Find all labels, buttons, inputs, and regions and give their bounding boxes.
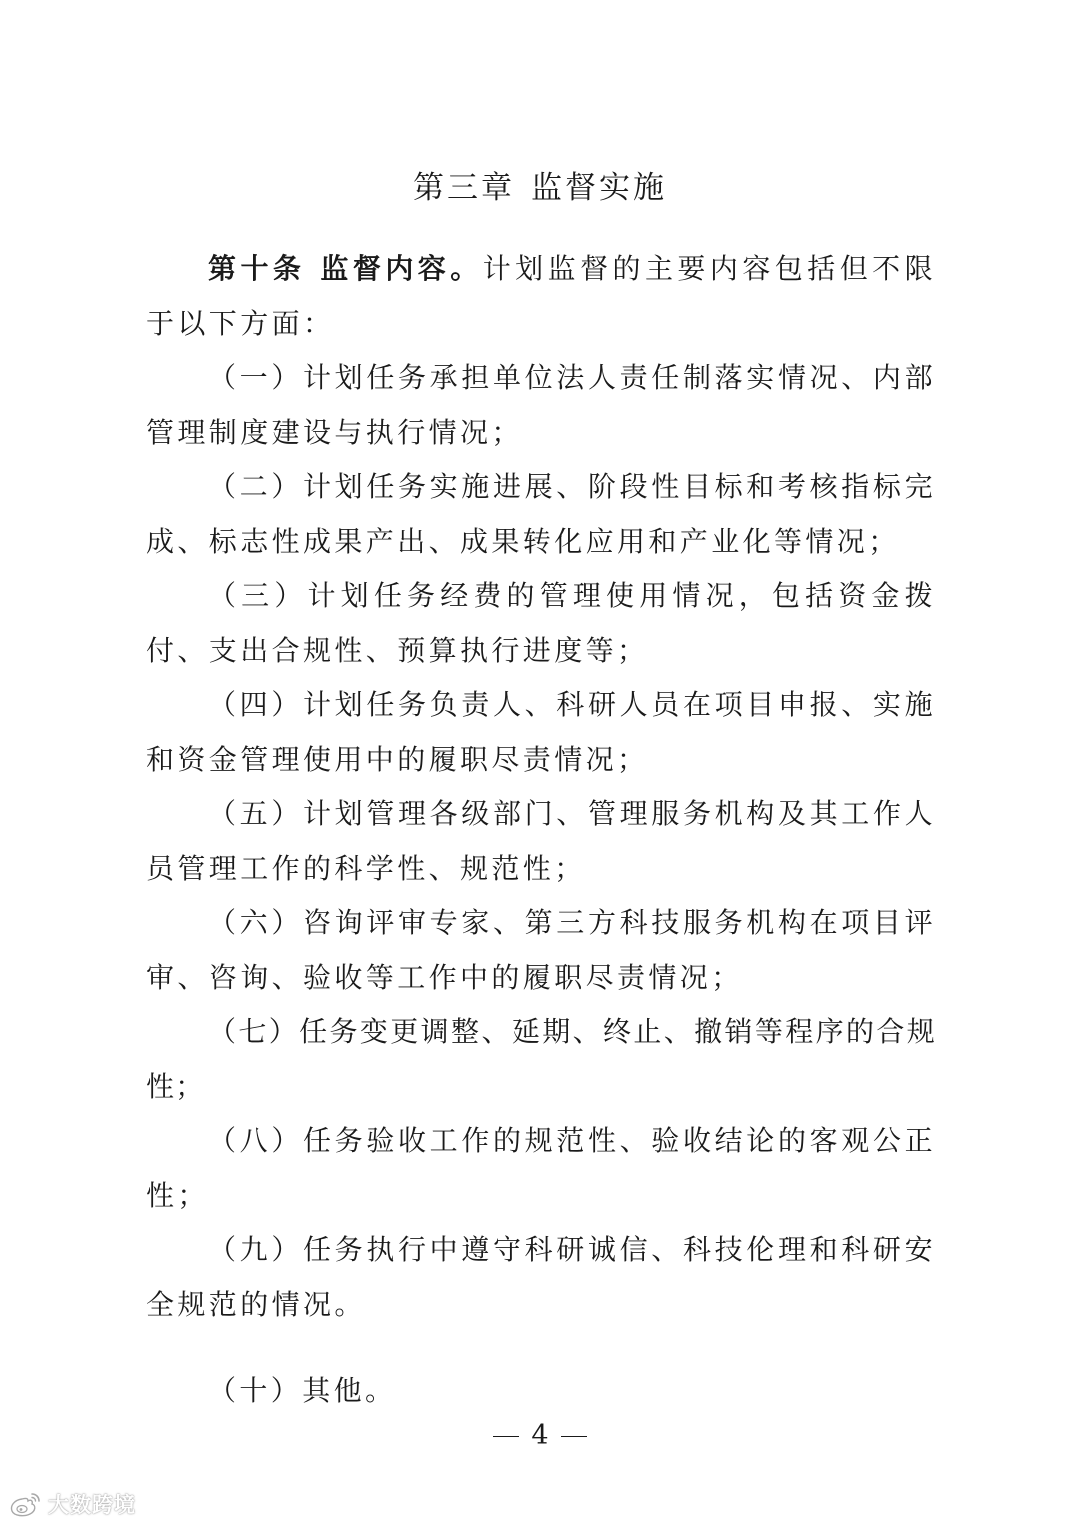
article-body [146,242,936,1419]
weibo-logo-icon [8,1490,42,1518]
list-item: （八）任务验收工作的规范性、验收结论的客观公正性； [146,1124,936,1212]
list-item: （二）计划任务实施进展、阶段性目标和考核指标完成、标志性成果产出、成果转化应用和产业化等情况； [146,470,936,558]
page-number-value: 4 [531,1420,549,1451]
article-heading-text: 监督内容。 [319,252,483,285]
list-item: （九）任务执行中遵守科研诚信、科技伦理和科研安全规范的情况。 [146,1233,936,1321]
chapter-name: 监督实施 [531,170,667,206]
page-number-dash-left [493,1436,519,1437]
article-paragraph [146,242,936,351]
chapter-number: 第三章 [413,170,515,206]
chapter-title [0,160,1080,216]
list-item: （四）计划任务负责人、科研人员在项目申报、实施和资金管理使用中的履职尽责情况； [146,688,936,776]
list-item: （六）咨询评审专家、第三方科技服务机构在项目评审、咨询、验收等工作中的履职尽责情况； [146,906,936,994]
page-number-dash-right [561,1436,587,1437]
list-item: （五）计划管理各级部门、管理服务机构及其工作人员管理工作的科学性、规范性； [146,797,936,885]
article-intro: 计划监督的主要内容包括但不限于以下方面： [146,252,936,340]
watermark [8,1488,136,1520]
list-item: （三）计划任务经费的管理使用情况，包括资金拨付、支出合规性、预算执行进度等； [146,579,936,667]
article-heading [208,252,483,285]
list-item: （一）计划任务承担单位法人责任制落实情况、内部管理制度建设与执行情况； [146,361,936,449]
list-item: （七）任务变更调整、延期、终止、撤销等程序的合规性； [146,1015,936,1103]
article-number: 第十条 [208,252,306,285]
list-item: （十）其他。 [208,1374,397,1407]
page-number [0,1418,1080,1454]
watermark-text: 大数跨境 [48,1493,136,1517]
